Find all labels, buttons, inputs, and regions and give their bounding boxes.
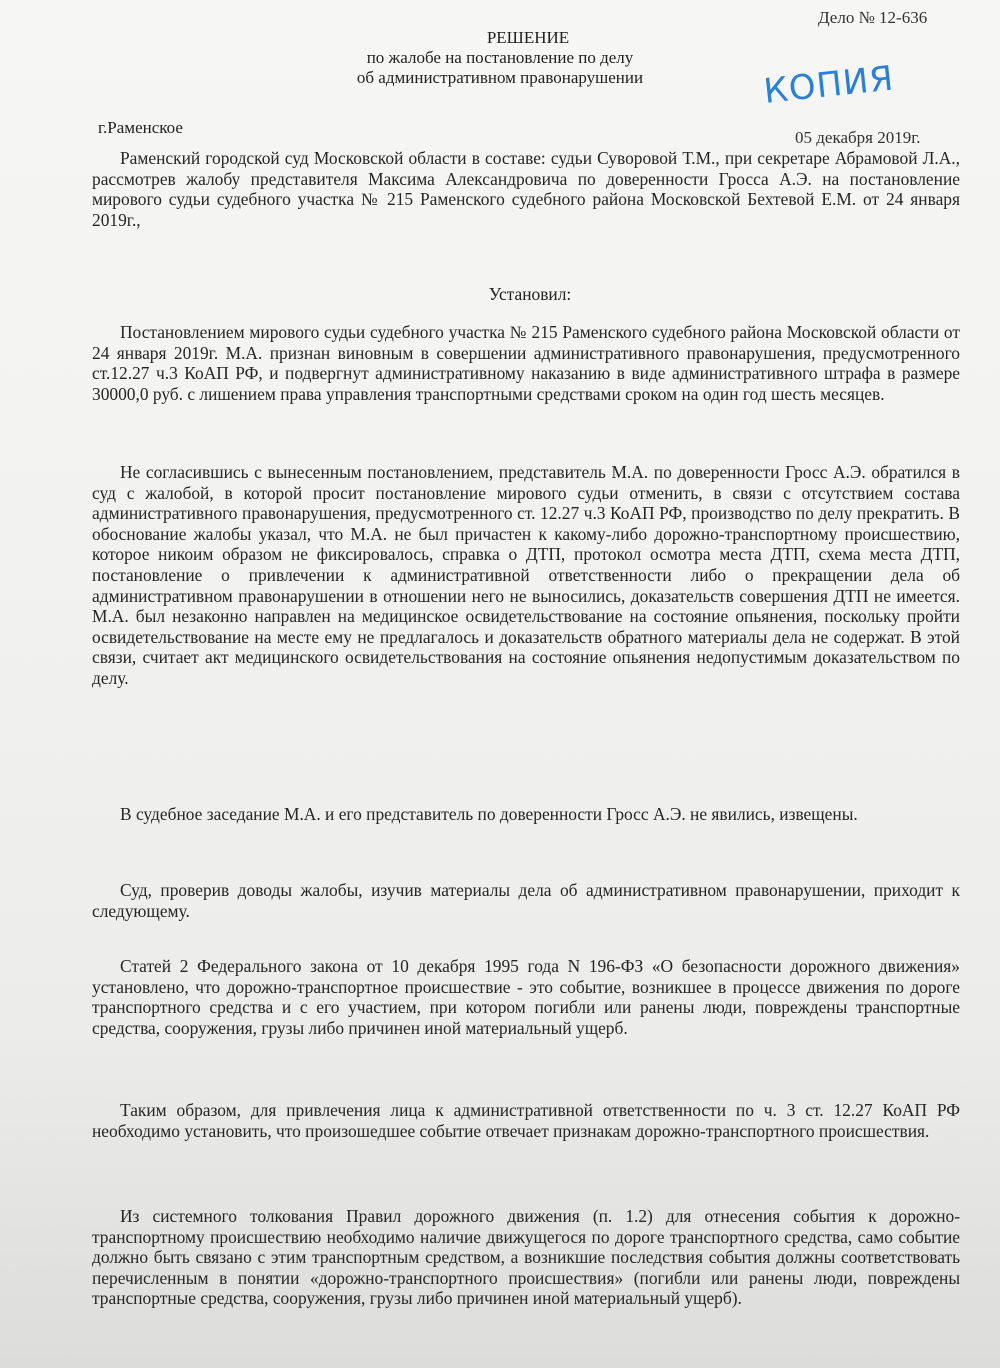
city: г.Раменское: [98, 118, 183, 137]
title-subtitle-line1: по жалобе на постановление по делу: [366, 48, 634, 67]
paragraph-1: Постановлением мирового судьи судебного участка № 215 Раменского судебного района Московской области от 24 января 2019г. М.А. признан виновным в совершении административного правонарушения, предусмотренного ст.12.27 ч.3 КоАП РФ, и подвергнут административному наказанию в виде административного штрафа в размере 30000,0 руб. с лишением права управления транспортными средствами сроком на один год шесть месяцев.: [92, 322, 960, 404]
case-number: Дело № 12-636: [818, 8, 928, 27]
paragraph-7: Из системного толкования Правил дорожного движения (п. 1.2) для отнесения события к дорожно-транспортному происшествию необходимо наличие движущегося по дороге транспортного средства, само событие должно быть связано с этим транспортным средством, а возникшие последствия события должны соответствовать перечисленным в понятии «дорожно-транспортного происшествия» (погибли или ранены люди, повреждены транспортные средства, сооружения, грузы либо причинен иной материальный ущерб).: [92, 1206, 960, 1309]
title-main: РЕШЕНИЕ: [486, 28, 570, 47]
paragraph-3: В судебное заседание М.А. и его представитель по доверенности Гросс А.Э. не явились, извещены.: [120, 804, 858, 824]
intro-paragraph: Раменский городской суд Московской области в составе: судьи Суворовой Т.М., при секретаре Абрамовой Л.А., рассмотрев жалобу представителя Максима Александровича по доверенности Гросса А.Э. на постановление мирового судьи судебного участка № 215 Раменского судебного района Московской Бехтевой Е.М. от 24 января 2019г.,: [92, 148, 960, 230]
copy-stamp: КОПИЯ: [761, 58, 896, 112]
document-date: 05 декабря 2019г.: [795, 128, 921, 147]
paragraph-5: Статей 2 Федерального закона от 10 декабря 1995 года N 196-ФЗ «О безопасности дорожного движения» установлено, что дорожно-транспортное происшествие - это событие, возникшее в процессе движения по дороге транспортного средства и с его участием, при котором погибли или ранены люди, повреждены транспортные средства, сооружения, грузы либо причинен иной материальный ущерб.: [92, 956, 960, 1038]
paragraph-2: Не согласившись с вынесенным постановлением, представитель М.А. по доверенности Гросс А.Э. обратился в суд с жалобой, в которой просит постановление мирового судьи отменить, в связи с отсутствием состава административного правонарушения, предусмотренного ст. 12.27 ч.3 КоАП РФ, производство по делу прекратить. В обоснование жалобы указал, что М.А. не был причастен к какому-либо дорожно-транспортному происшествию, которое никоим образом не фиксировалось, справка о ДТП, протокол осмотра места ДТП, схема места ДТП, постановление о привлечении к административной ответственности либо о прекращении дела об административном правонарушении в отношении него не выносились, доказательств совершения ДТП не имеется. М.А. был незаконно направлен на медицинское освидетельствование на состояние опьянения, поскольку пройти освидетельствование на месте ему не предлагалось и доказательств обратного материалы дела не содержат. В этой связи, считает акт медицинского освидетельствования на состояние опьянения недопустимым доказательством по делу.: [92, 462, 960, 688]
section-heading: Установил:: [488, 284, 572, 304]
paragraph-6: Таким образом, для привлечения лица к административной ответственности по ч. 3 ст. 12.27 КоАП РФ необходимо установить, что произошедшее событие отвечает признакам дорожно-транспортного происшествия.: [92, 1100, 960, 1141]
paragraph-4: Суд, проверив доводы жалобы, изучив материалы дела об административном правонарушении, приходит к следующему.: [92, 880, 960, 921]
title-subtitle-line2: об административном правонарушении: [356, 68, 644, 87]
